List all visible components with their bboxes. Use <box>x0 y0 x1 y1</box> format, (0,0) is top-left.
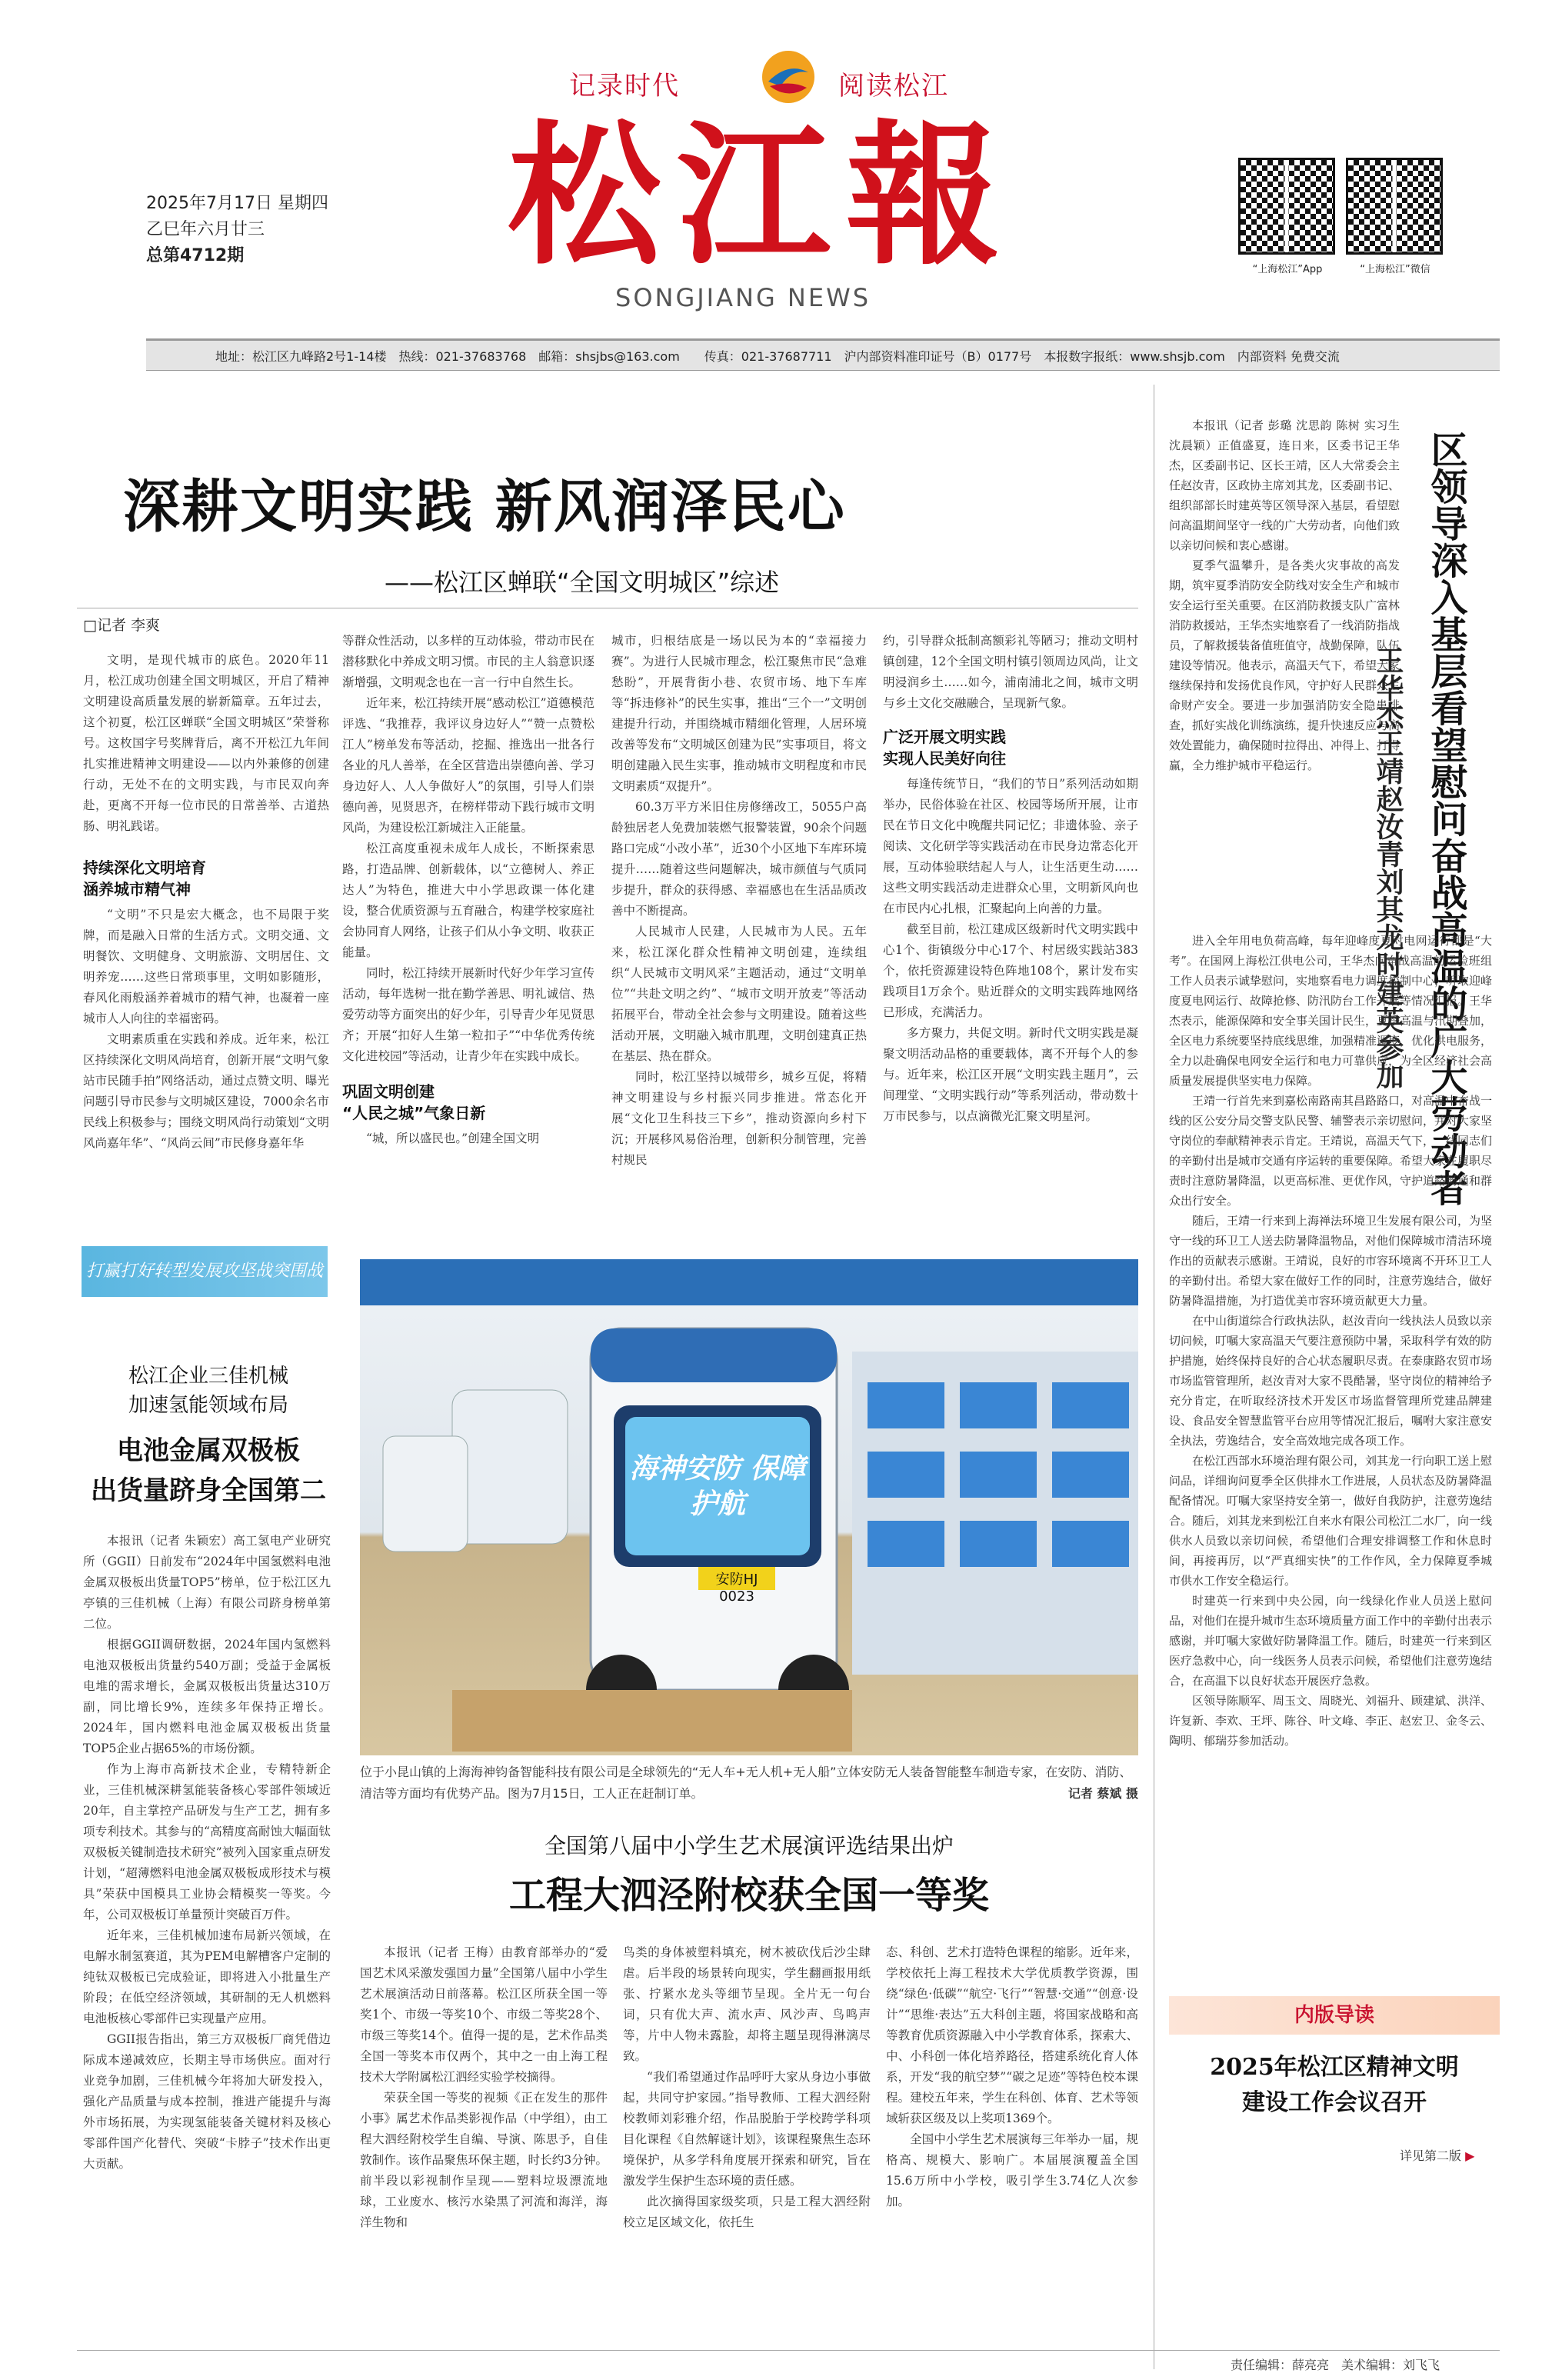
date-block <box>146 191 328 269</box>
arrow-right-icon: ▶ <box>1465 2148 1475 2163</box>
art-headline: 工程大泗泾附校获全国一等奖 <box>508 1874 989 1917</box>
qr-code-icon <box>1238 158 1335 255</box>
left-headline-line: 电池金属双极板 <box>117 1435 300 1466</box>
lead-subtitle: ——松江区蝉联“全国文明城区”综述 <box>385 568 780 597</box>
paragraph: 近年来，松江持续开展“感动松江”道德模范评选、“我推荐，我评议身边好人”“赞一点赞松江人”榜单发布等活动，挖掘、推选出一批各行各业的凡人善举，在全区营造出崇德向善、学习身边好人、人人争做好人”的氛围，引导人们崇德向善，见贤思齐，在榜样带动下践行城市文明风尚，为建设松江新城注入正能量。 <box>342 696 594 835</box>
preview-headline-line: 2025年松江区精神文明 <box>1210 2054 1459 2081</box>
photo-credit: 记者 蔡斌 摄 <box>1067 1786 1138 1801</box>
right-headline: 区领导深入基层看望慰问奋战高温的广大劳动者 <box>1424 431 1467 1206</box>
preview-link-text: 详见第二版 <box>1400 2148 1462 2163</box>
paragraph: 时建英一行来到中央公园，向一线绿化作业人员送上慰问品，对他们在提升城市生态环境质量方面工作中的辛勤付出表示感谢，并叮嘱大家做好防暑降温工作。随后，时建英一行来到区医疗急救中心，向一线医务人员表示问候，希望他们注意劳逸结合，在高温下以良好状态开展医疗急救。 <box>1169 1594 1493 1688</box>
left-story-body <box>83 1531 331 2175</box>
art-kicker: 全国第八届中小学生艺术展演评选结果出炉 <box>544 1833 954 1858</box>
lead-headline: 深耕文明实践 新风润泽民心 <box>123 474 846 540</box>
photo-caption-text: 位于小昆山镇的上海海神钧备智能科技有限公司是全球领先的“无人车+无人机+无人船”立体安防无人装备智能整车制造专家，在安防、消防、清洁等方面均有优势产品。图为7月15日，工人正在赶制订单。 <box>360 1765 1132 1801</box>
paragraph: 本报讯（记者 朱颖宏）高工氢电产业研究所（GGII）日前发布“2024年中国氢燃料电池金属双极板出货量TOP5”榜单，位于松江区九亭镇的三佳机械（上海）有限公司跻身榜单第二位。 <box>83 1534 331 1631</box>
paragraph: 文明素质重在实践和养成。近年来，松江区持续深化文明风尚培育，创新开展“文明气象站市民随手拍”网络活动，通过点赞文明、曝光问题引导市民参与文明城区建设，7000余名市民线上积极参与；围绕文明风尚行动策划“文明风尚嘉年华”、“风尚云间”市民修身嘉年华 <box>83 1032 329 1150</box>
slogan-right: 阅读松江 <box>838 71 949 102</box>
paragraph: 人民城市人民建，人民城市为人民。五年来，松江深化群众性精神文明创建，连续组织“人民城市文明风采”主题活动，通过“文明单位”“共赴文明之约”、“城市文明开放麦”等活动拓展平台，带动全社会参与文明建设。随着这些活动开展，文明融入城市肌理，文明创建真正热在基层、热在群众。 <box>611 925 867 1063</box>
paragraph: 城市，归根结底是一场以民为本的“幸福接力赛”。为进行人民城市理念，松江聚焦市民“急难愁盼”，开展背街小巷、农贸市场、地下车库等“拆违修补”的民生实事，推出“三个一”文明创建提升行动，并围绕城市精细化管理，人居环境改善等发布“文明城区创建为民”实事项目，将文明创建融入民生实事，推动城市文明程度和市民文明素质“双提升”。 <box>611 634 867 793</box>
preview-link[interactable] <box>1400 2146 1474 2164</box>
preview-headline[interactable] <box>1169 2050 1500 2121</box>
paragraph: 松江高度重视未成年人成长，不断探索思路，打造品牌、创新载体，以“立德树人、养正达人”为特色，推进大中小学思政课一体化建设，整合优质资源与五育融合，构建学校家庭社会协同育人网络，让孩子们从小争文明、收获正能量。 <box>342 842 594 959</box>
section-heading-line: 实现人民美好向往 <box>883 749 1006 768</box>
section-heading-line: 涵养城市精气神 <box>83 880 191 898</box>
paragraph: “我们希望通过作品呼吁大家从身边小事做起，共同守护家园。”指导教师、工程大泗经附校教师刘彩雅介绍，作品脱胎于学校跨学科项目化课程《自然解谜计划》，该课程聚焦生态环境保护，从多学科角度展开探索和研究，旨在激发学生保护生态环境的责任感。 <box>623 2070 871 2188</box>
section-heading-line: “人民之城”气象日新 <box>342 1104 486 1122</box>
left-kicker <box>82 1362 335 1420</box>
paragraph: 荣获全国一等奖的视频《正在发生的那件小事》属艺术作品类影视作品（中学组），由工程大泗经附校学生自编、导演、陈思予，自佳敦制作。该作品聚焦环保主题，时长约3分钟。前半段以彩视制作呈现——塑料垃圾漂流地球，工业废水、核污水染黑了河流和海洋，海洋生物和 <box>360 2091 608 2229</box>
art-column-2 <box>623 1942 871 2233</box>
paragraph: 根据GGII调研数据，2024年国内氢燃料电池双极板出货量约540万副；受益于金属板电堆的需求增长，金属双极板出货量达310万副，同比增长9%，连续多年保持正增长。2024年，国内燃料电池金属双极板出货量TOP5企业占据65%的市场份额。 <box>83 1638 331 1755</box>
qr-wechat-label: “上海松江”微信 <box>1360 264 1430 275</box>
paragraph: 近年来，三佳机械加速布局新兴领域，在电解水制氢赛道，其为PEM电解槽客户定制的纯钛双极板已完成验证，即将进入小批量生产阶段；在低空经济领域，其研制的无人机燃料电池板核心零部件已实现量产应用。 <box>83 1928 331 2025</box>
vehicle-graphic-text: 海神安防 保障护航 <box>629 1453 806 1520</box>
paragraph: 王靖一行首先来到嘉松南路南其昌路路口，对高温中奋战一线的区公安分局交警支队民警、辅警表示亲切慰问，并对大家坚守岗位的奉献精神表示肯定。王靖说，高温天气下，一线同志们的辛勤付出是城市交通有序运转的重要保障。希望大家在履职尽责时注意防暑降温，以更高标准、更优作风，守护道路畅通和群众出行安全。 <box>1169 1094 1493 1208</box>
paragraph: GGII报告指出，第三方双极板厂商凭借边际成本递减效应，长期主导市场供应。面对行业竞争加剧，三佳机械今年将加大研发投入，强化产品质量与成本控制，推进产能提升与海外市场拓展，为实现氢能装备关键材料及核心零部件国产化替代、突破“卡脖子”技术作出更大贡献。 <box>83 2032 331 2171</box>
paragraph: 本报讯（记者 王梅）由教育部举办的“爱国艺术风采激发强国力量”全国第八届中小学生艺术展演活动日前落幕。松江区所获全国一等奖1个、市级一等奖10个、市级二等奖28个、市级三等奖14个。值得一提的是，艺术作品类全国一等奖本市仅两个，其中之一由上海工程技术大学附属松江泗经实验学校摘得。 <box>360 1945 608 2084</box>
masthead-title-en: SONGJIANG NEWS <box>615 283 871 312</box>
lead-column-4 <box>883 631 1138 1127</box>
paragraph: 此次摘得国家级奖项，只是工程大泗经附校立足区域文化，依托生 <box>623 2195 871 2229</box>
art-column-1 <box>360 1942 608 2233</box>
license-plate: 安防HJ 0023 <box>715 1572 758 1605</box>
paragraph: 全国中小学生艺术展演每三年举办一届，规格高、规模大、影响广。本届展演覆盖全国15.6万所中小学校，吸引学生3.74亿人次参加。 <box>886 2132 1138 2208</box>
footer-divider <box>77 2350 1500 2351</box>
slogan-left: 记录时代 <box>569 71 680 102</box>
lead-column-1 <box>83 650 329 1154</box>
qr-code-icon <box>1346 158 1443 255</box>
section-heading-line: 广泛开展文明实践 <box>883 728 1006 746</box>
paragraph: 文明，是现代城市的底色。2020年11月，松江成功创建全国文明城区，开启了精神文明建设高质量发展的崭新篇章。五年过去，这个初夏，松江区蝉联“全国文明城区”荣誉称号。这枚国字号奖牌背后，离不开松江九年间扎实推进精神文明建设——以内外兼修的创建行动，无处不在的文明实践，与市民双向奔赴，更离不开每一位市民的日常善举、古道热肠、明礼践诺。 <box>83 653 329 833</box>
paragraph: 区领导陈顺军、周玉文、周晓光、刘福升、顾建斌、洪洋、许复新、李欢、王坪、陈谷、叶文峰、李正、赵宏卫、金冬云、陶明、郁瑞芬参加活动。 <box>1169 1694 1493 1748</box>
paragraph: 同时，松江持续开展新时代好少年学习宣传活动，每年选树一批在勤学善思、明礼诚信、热爱劳动等方面突出的好少年，引导青少年见贤思齐；开展“扣好人生第一粒扣子”“中华优秀传统文化进校园”等活动，让青少年在实践中成长。 <box>342 966 594 1063</box>
paragraph: 进入全年用电负荷高峰，每年迎峰度夏对电网运行都是“大考”。在国网上海松江供电公司，王华杰向奋战高温的运检班组工作人员表示诚挚慰问，实地察看电力调度控制中心，听取迎峰度夏电网运行、故障抢修、防汛防台工作开展等情况汇报。王华杰表示，能源保障和安全事关国计民生，夏季高温与汛期叠加，全区电力系统要坚持底线思维，加强精准调度，优化供电服务，全力以赴确保电网安全运行和电力可靠供应，为全区经济社会高质量发展提供坚实电力保障。 <box>1169 934 1493 1088</box>
paragraph: 多方聚力，共促文明。新时代文明实践是凝聚文明活动品格的重要载体，离不开每个人的参与。近年来，松江区开展“文明实践主题月”，云间理堂、“文明实践行动”等系列活动，带动数十万市民参与，以点滴微光汇聚文明星河。 <box>883 1026 1138 1123</box>
left-kicker-line: 松江企业三佳机械 <box>128 1365 288 1388</box>
left-headline <box>82 1431 335 1511</box>
right-story-body-continued <box>1169 931 1492 1751</box>
masthead-title: 松江報 <box>507 105 1015 286</box>
paragraph: 鸟类的身体被塑料填充，树木被砍伐后沙尘肆虐。后半段的场景转向现实，学生翻画报用纸张、拧紧水龙头等细节呈现。全片无一句台词，只有优大声、流水声、风沙声、鸟鸣声等，片中人物未露脸，却将主题呈现得淋漓尽致。 <box>623 1945 871 2063</box>
paragraph: 在中山街道综合行政执法队，赵汝青向一线执法人员致以亲切问候，叮嘱大家高温天气要注意预防中暑，采取科学有效的防护措施，始终保持良好的合心状态履职尽责。在泰康路农贸市场市场监管管理所，赵汝青对大家不畏酷暑，坚守岗位的精神给予充分肯定，在听取经济技术开发区市场监督管理所党建品牌建设、食品安全智慧监管平台应用等情况汇报后，嘱咐大家注意安全执法，劳逸结合，安全高效地完成各项工作。 <box>1169 1314 1493 1448</box>
qr-app-label: “上海松江”App <box>1252 264 1323 275</box>
paragraph: “城，所以盛民也。”创建全国文明 <box>366 1132 540 1145</box>
lead-column-2 <box>342 631 594 1149</box>
paragraph: 夏季气温攀升，是各类火灾事故的高发期，筑牢夏季消防安全防线对安全生产和城市安全运行至关重要。在区消防救援支队广富林消防救援站，王华杰实地察看了一线消防指战员，了解救援装备值班值守，战勤保障，队伍建设等情况。他表示，高温天气下，希望大家继续保持和发扬优良作风，守护好人民群众生命财产安全。要进一步加强消防安全隐患排查，抓好实战化训练演练，提升快速反应与高效处置能力，确保随时拉得出、冲得上、打得赢，全力维护城市平稳运行。 <box>1169 558 1400 772</box>
section-heading-line: 持续深化文明培育 <box>83 858 206 877</box>
lead-byline: □记者 李爽 <box>83 617 160 634</box>
left-kicker-line: 加速氢能领域布局 <box>128 1394 288 1417</box>
section-heading <box>83 857 329 900</box>
preview-headline-line: 建设工作会议召开 <box>1242 2089 1427 2116</box>
lunar-date: 乙巳年六月廿三 <box>146 220 265 239</box>
paragraph: 约，引导群众抵制高额彩礼等陋习；推动文明村镇创建，12个全国文明村镇引领周边风尚，让文明浸润乡土……如今，浦南浦北之间，城市文明与乡土文化交融融合，呈现新气象。 <box>883 634 1138 710</box>
issue-number: 总第4712期 <box>146 246 245 265</box>
logo-icon <box>758 46 819 108</box>
preview-tag: 内版导读 <box>1169 1996 1500 2035</box>
issue-date: 2025年7月17日 星期四 <box>146 194 328 213</box>
section-heading <box>883 726 1138 769</box>
lead-column-3 <box>611 631 867 1171</box>
art-column-3 <box>886 1942 1138 2212</box>
right-story-body <box>1169 415 1400 775</box>
paragraph: 截至目前，松江建成区级新时代文明实践中心1个、街镇级分中心17个、村居级实践站383个，依托资源建设特色阵地108个，累计发布实践项目1万余个。贴近群众的文明实践阵地网络已形成，充满活力。 <box>883 922 1138 1019</box>
info-bar: 地址：松江区九峰路2号1-14楼 热线：021-37683768 邮箱：shsjbs@163.com 传真：021-37687711 沪内部资料准印证号（B）0177号 本报数字报纸：www.shsjb.com 内部资料 免费交流 <box>146 338 1500 371</box>
paragraph: 同时，松江坚持以城带乡，城乡互促，将精神文明建设与乡村振兴同步推进。常态化开展“文化卫生科技三下乡”，推动资源向乡村下沉；开展移风易俗治理，创新积分制管理，完善村规民 <box>611 1070 867 1167</box>
section-heading-line: 巩固文明创建 <box>342 1082 435 1101</box>
paragraph: 态、科创、艺术打造特色课程的缩影。近年来，学校依托上海工程技术大学优质教学资源，围绕“绿色·低碳”“航空·飞行”“智慧·交通”“创意·设计”“思维·表达”五大科创主题，将国家战略和高等教育优质资源融入中小学教育体系，探索大、中、小科创一体化培养路径，搭建系统化育人体系，开发“我的航空梦”“碳之足迹”等特色校本课程。建校五年来，学生在科创、体育、艺术等领域斩获区级及以上奖项1369个。 <box>886 1945 1138 2125</box>
footer-editors: 责任编辑：薛亮亮 美术编辑：刘飞飞 <box>1231 2358 1440 2372</box>
photo-caption <box>360 1762 1138 1805</box>
paragraph: 本报讯（记者 彭璐 沈思韵 陈树 实习生 沈晨颖）正值盛夏，连日来，区委书记王华杰，区委副书记、区长王靖，区人大常委会主任赵汝青，区政协主席刘其龙，区委副书记、组织部部长时建英等区领导深入基层，看望慰问高温期间坚守一线的广大劳动者，向他们致以亲切问候和衷心感谢。 <box>1169 418 1400 552</box>
right-subtitle: 王华杰王靖赵汝青刘其龙时建英参加 <box>1372 646 1404 1089</box>
paragraph: 随后，王靖一行来到上海禅法环境卫生发展有限公司，为坚守一线的环卫工人送去防暑降温物品，对他们保障城市清洁环境作出的贡献表示感谢。王靖说，良好的市容环境离不开环卫工人的辛勤付出。希望大家在做好工作的同时，注意劳逸结合，做好防暑降温措施，为打造优美市容环境贡献更大力量。 <box>1169 1214 1493 1308</box>
paragraph: 在松江西部水环境治理有限公司，刘其龙一行向职工送上慰问品，详细询问夏季全区供排水工作进展，人员状态及防暑降温配备情况。叮嘱大家坚持安全第一，做好自我防护，注意劳逸结合。随后，刘其龙来到松江自来水有限公司松江二水厂，向一线供水人员致以亲切问候，希望他们合理安排调整工作和休息时间，再接再厉，以“严真细实快”的工作作风，全力保障夏季城市供水工作安全稳运行。 <box>1169 1454 1493 1588</box>
news-photo <box>360 1259 1138 1755</box>
paragraph: 每逢传统节日，“我们的节日”系列活动如期举办，民俗体验在社区、校园等场所开展，让市民在节日文化中晚醒共同记忆；非遗体验、亲子阅读、文化研学等实践活动在市民身边常态化开展，互动体验联结起人与人，让生活更生动……这些文明实践活动走进群众心里，文明新风向也在市民内心扎根，汇聚起向上向善的力量。 <box>883 777 1138 915</box>
paragraph: 60.3万平方米旧住房修缮改工，5055户高龄独居老人免费加装燃气报警装置，90余个问题路口完成“小改小革”，近30个小区地下车库环境提升……随着这些问题解决，城市颜值与气质同步提升，群众的获得感、幸福感也在生活品质改善中不断提高。 <box>611 800 867 918</box>
paragraph: 作为上海市高新技术企业，专精特新企业，三佳机械深耕氢能装备核心零部件领域近20年，自主掌控产品研发与生产工艺，拥有多项专利技术。其参与的“高精度高耐蚀大幅面钛双极板关键制造技术研究”被列入国家重点研发计划，“超薄燃料电池金属双极板成形技术与模具”荣获中国模具工业协会精模奖一等奖。今年，公司双极板订单量预计突破百万件。 <box>83 1762 331 1922</box>
paragraph: 等群众性活动，以多样的互动体验，带动市民在潜移默化中养成文明习惯。市民的主人翁意识逐渐增强，文明观念也在一言一行中自然生长。 <box>342 634 594 689</box>
left-headline-line: 出货量跻身全国第二 <box>91 1475 326 1506</box>
paragraph: “文明”不只是宏大概念，也不局限于奖牌，而是融入日常的生活方式。文明交通、文明餐饮、文明健身、文明旅游、文明居住、文明养宠……这些日常琐事里，文明如影随形，春风化雨般涵养着城市的精气神，也凝着一座城市人人向往的幸福密码。 <box>83 908 329 1025</box>
section-heading <box>342 1081 594 1124</box>
section-banner: 打赢打好转型发展攻坚战突围战 <box>82 1246 328 1297</box>
